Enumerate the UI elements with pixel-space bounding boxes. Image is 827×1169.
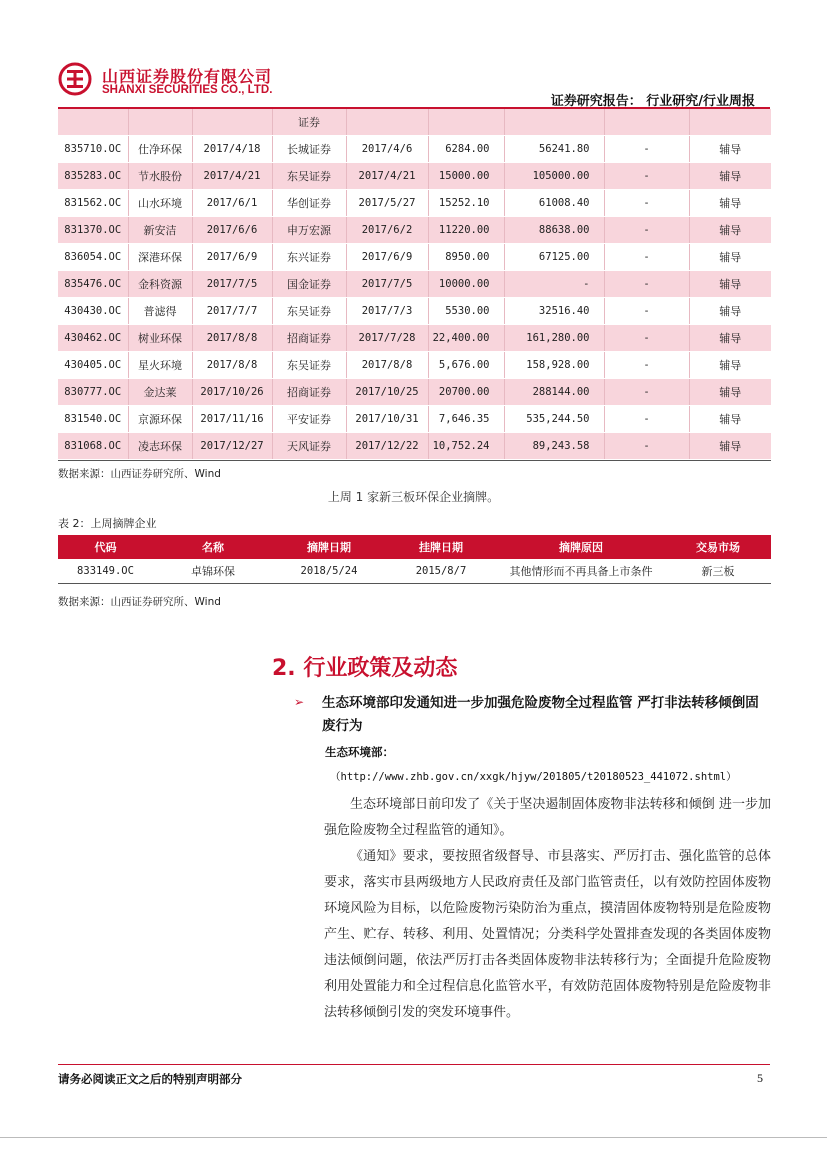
table-cell: - (604, 136, 689, 163)
table-cell: 新安洁 (128, 217, 192, 244)
table-cell: 东吴证券 (272, 352, 346, 379)
table-cell: 89,243.58 (504, 433, 604, 460)
table-cell: 证券 (272, 109, 346, 136)
table-cell: 2017/4/6 (346, 136, 428, 163)
company-name-en: SHANXI SECURITIES CO., LTD. (102, 84, 273, 96)
table-cell: 831068.OC (58, 433, 128, 460)
table-cell: 辅导 (689, 298, 771, 325)
news-source-label: 生态环境部： (325, 745, 394, 759)
table-cell: 辅导 (689, 352, 771, 379)
table-cell: 华创证券 (272, 190, 346, 217)
table-cell: 辅导 (689, 406, 771, 433)
table-cell: 2017/4/21 (192, 163, 272, 190)
table-cell: 国金证券 (272, 271, 346, 298)
table-cell: 831370.OC (58, 217, 128, 244)
table-cell: 辅导 (689, 136, 771, 163)
table-cell: 67125.00 (504, 244, 604, 271)
table-cell: - (604, 163, 689, 190)
table-cell: 天风证券 (272, 433, 346, 460)
table-cell: - (604, 217, 689, 244)
table-cell: 2017/10/31 (346, 406, 428, 433)
table-cell: 32516.40 (504, 298, 604, 325)
table-cell: 2015/8/7 (385, 559, 497, 584)
table-row (58, 136, 771, 163)
table-cell (346, 109, 428, 136)
listing-table (58, 109, 771, 460)
table-cell: 835476.OC (58, 271, 128, 298)
table-cell: 星火环境 (128, 352, 192, 379)
table-cell: 2018/5/24 (273, 559, 385, 584)
column-header: 交易市场 (665, 535, 771, 559)
table-cell: 辅导 (689, 190, 771, 217)
table-cell: 辅导 (689, 433, 771, 460)
table-cell: 京源环保 (128, 406, 192, 433)
report-type: 证券研究报告： 行业研究/行业周报 (550, 94, 755, 109)
table1-source: 数据来源：山西证券研究所、Wind (58, 468, 221, 480)
table-cell: 辅导 (689, 217, 771, 244)
table-cell: 树业环保 (128, 325, 192, 352)
table-row (58, 406, 771, 433)
table-cell: 2017/6/2 (346, 217, 428, 244)
company-name-cn: 山西证券股份有限公司 (102, 67, 273, 86)
column-header: 摘牌原因 (497, 535, 665, 559)
table-cell: 普滤得 (128, 298, 192, 325)
table-cell: 2017/10/26 (192, 379, 272, 406)
table-cell: 2017/4/21 (346, 163, 428, 190)
table-cell: 东吴证券 (272, 298, 346, 325)
table-row (58, 271, 771, 298)
table-cell: 161,280.00 (504, 325, 604, 352)
column-header: 挂牌日期 (385, 535, 497, 559)
table-row (58, 298, 771, 325)
table-cell: 2017/12/22 (346, 433, 428, 460)
table-cell: 招商证券 (272, 325, 346, 352)
table-cell: - (604, 406, 689, 433)
news-paragraph: 《通知》要求，要按照省级督导、市县落实、严厉打击、强化监管的总体要求，落实市县两级地方人民政府责任及部门监管责任，以有效防控固体废物环境风险为目标，以危险废物污染防治为重点，摸清固体废物特别是危险废物产生、贮存、转移、利用、处置情况；分类科学处置排查发现的各类固体废物违法倾倒问题，依法严厉打击各类固体废物非法转移行为；全面提升危险废物利用处置能力和全过程信息化监管水平，有效防范固体废物特别是危险废物非法转移倾倒引发的突发环境事件。 (324, 849, 771, 1020)
table-row (58, 109, 771, 136)
table-cell: 535,244.50 (504, 406, 604, 433)
table-cell: - (604, 298, 689, 325)
table-cell: 15000.00 (428, 163, 504, 190)
table-cell: 山水环境 (128, 190, 192, 217)
table2-title: 表 2：上周摘牌企业 (58, 517, 157, 530)
table-cell: 22,400.00 (428, 325, 504, 352)
table-cell: 2017/7/28 (346, 325, 428, 352)
table-cell: - (604, 352, 689, 379)
table-cell: 凌志环保 (128, 433, 192, 460)
table-cell: 仕净环保 (128, 136, 192, 163)
page-bottom-edge (0, 1137, 827, 1138)
table-cell: 15252.10 (428, 190, 504, 217)
table-cell: 430430.OC (58, 298, 128, 325)
table-cell: 288144.00 (504, 379, 604, 406)
table-cell: 辅导 (689, 244, 771, 271)
table-cell: 61008.40 (504, 190, 604, 217)
table-cell: 5,676.00 (428, 352, 504, 379)
table-cell: 10000.00 (428, 271, 504, 298)
table-cell: 辅导 (689, 271, 771, 298)
table-row (58, 325, 771, 352)
table-cell (428, 109, 504, 136)
table-cell (689, 109, 771, 136)
table-cell: 招商证券 (272, 379, 346, 406)
footer-divider (58, 1064, 770, 1065)
table-row (58, 559, 771, 584)
table-cell: 长城证券 (272, 136, 346, 163)
logo-emblem-icon (58, 62, 92, 96)
table-cell: 831562.OC (58, 190, 128, 217)
table-cell: 5530.00 (428, 298, 504, 325)
arrow-bullet-icon: ➢ (294, 695, 305, 709)
table-cell: - (604, 325, 689, 352)
table-cell: 金达莱 (128, 379, 192, 406)
table-row (58, 190, 771, 217)
table-cell: 2017/7/3 (346, 298, 428, 325)
table-cell: 深港环保 (128, 244, 192, 271)
table-cell: - (604, 271, 689, 298)
table-cell: 158,928.00 (504, 352, 604, 379)
table2-source: 数据来源：山西证券研究所、Wind (58, 596, 221, 608)
section-title: 2. 行业政策及动态 (272, 656, 458, 681)
table-cell: 辅导 (689, 379, 771, 406)
table-cell: 2017/12/27 (192, 433, 272, 460)
table-cell: 2017/5/27 (346, 190, 428, 217)
table-cell: 2017/7/7 (192, 298, 272, 325)
table-cell: 平安证券 (272, 406, 346, 433)
table-cell (604, 109, 689, 136)
table-cell: 辅导 (689, 325, 771, 352)
table-cell (58, 109, 128, 136)
table-cell: 20700.00 (428, 379, 504, 406)
table-cell: 2017/4/18 (192, 136, 272, 163)
table-cell: 835710.OC (58, 136, 128, 163)
table-cell: 东兴证券 (272, 244, 346, 271)
table-cell: 430462.OC (58, 325, 128, 352)
table-cell: 申万宏源 (272, 217, 346, 244)
table-row (58, 379, 771, 406)
table-cell: 430405.OC (58, 352, 128, 379)
delisting-note: 上周 1 家新三板环保企业摘牌。 (327, 490, 500, 504)
column-header: 名称 (153, 535, 273, 559)
table-cell (504, 109, 604, 136)
table-cell: 2017/10/25 (346, 379, 428, 406)
table-cell: 833149.OC (58, 559, 153, 584)
table-cell: 东吴证券 (272, 163, 346, 190)
table-cell: 8950.00 (428, 244, 504, 271)
table-cell: 2017/6/1 (192, 190, 272, 217)
table-cell: 节水股份 (128, 163, 192, 190)
news-paragraph: 生态环境部日前印发了《关于坚决遏制固体废物非法转移和倾倒 进一步加强危险废物全过程监管的通知》。 (324, 797, 771, 838)
table-cell: 2017/6/9 (192, 244, 272, 271)
table-cell: 2017/6/9 (346, 244, 428, 271)
table-cell (128, 109, 192, 136)
table-cell: 6284.00 (428, 136, 504, 163)
table-cell: 2017/11/16 (192, 406, 272, 433)
delisting-table (58, 535, 771, 584)
footer-disclaimer: 请务必阅读正文之后的特别声明部分 (58, 1072, 242, 1086)
table-cell: 7,646.35 (428, 406, 504, 433)
news-headline: 生态环境部印发通知进一步加强危险废物全过程监管 严打非法转移倾倒固废行为 (322, 695, 759, 734)
table-cell: - (604, 379, 689, 406)
table-cell: 辅导 (689, 163, 771, 190)
table-cell: 10,752.24 (428, 433, 504, 460)
table-row (58, 352, 771, 379)
table-cell: 2017/7/5 (192, 271, 272, 298)
company-logo (58, 62, 318, 102)
table-row (58, 163, 771, 190)
table-cell: 2017/8/8 (192, 352, 272, 379)
table-cell: 835283.OC (58, 163, 128, 190)
column-header: 摘牌日期 (273, 535, 385, 559)
news-url: （http://www.zhb.gov.cn/xxgk/hjyw/201805/t20180523_441072.shtml） (330, 771, 737, 783)
table-row (58, 217, 771, 244)
table-cell (192, 109, 272, 136)
table-cell: 新三板 (665, 559, 771, 584)
table-cell: 其他情形而不再具备上市条件 (497, 559, 665, 584)
table-cell: 830777.OC (58, 379, 128, 406)
table-cell: 卓锦环保 (153, 559, 273, 584)
table-cell: - (504, 271, 604, 298)
table-cell: 金科资源 (128, 271, 192, 298)
table-cell: 11220.00 (428, 217, 504, 244)
table-cell: - (604, 433, 689, 460)
table-cell: - (604, 190, 689, 217)
table-cell: 2017/6/6 (192, 217, 272, 244)
table-cell: 831540.OC (58, 406, 128, 433)
table-row (58, 244, 771, 271)
table-cell: 2017/7/5 (346, 271, 428, 298)
table-bottom-rule (58, 460, 771, 461)
table-cell: 56241.80 (504, 136, 604, 163)
table-row (58, 433, 771, 460)
table-cell: 2017/8/8 (346, 352, 428, 379)
page-number: 5 (757, 1071, 763, 1085)
column-header: 代码 (58, 535, 153, 559)
table-cell: - (604, 244, 689, 271)
table-cell: 88638.00 (504, 217, 604, 244)
table-cell: 2017/8/8 (192, 325, 272, 352)
table-cell: 836054.OC (58, 244, 128, 271)
table-cell: 105000.00 (504, 163, 604, 190)
